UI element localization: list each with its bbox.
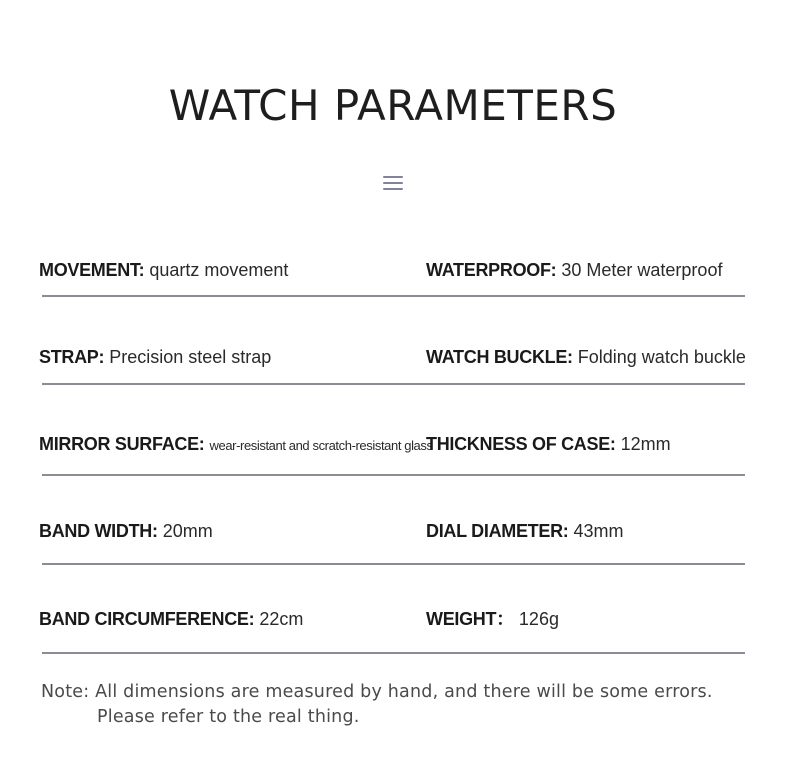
spec-value: Folding watch buckle (577, 347, 746, 367)
menu-icon-bar (383, 176, 403, 178)
spec-row (0, 599, 790, 639)
spec-item-weight (426, 599, 559, 639)
divider (42, 295, 745, 297)
spec-item-waterproof (426, 250, 722, 290)
spec-value: wear-resistant and scratch-resistant glass (209, 438, 433, 453)
spec-label: STRAP: (39, 347, 105, 367)
spec-item-mirror-surface (39, 424, 433, 464)
spec-label: BAND CIRCUMFERENCE: (39, 609, 255, 629)
spec-item-band-width (39, 511, 213, 551)
spec-row (0, 250, 790, 290)
note-line-2: Please refer to the real thing. (97, 707, 360, 727)
spec-value: quartz movement (149, 260, 289, 280)
spec-item-dial-diameter (426, 511, 624, 551)
spec-item-thickness-of-case (426, 424, 671, 464)
spec-value: 20mm (162, 521, 213, 541)
spec-row (0, 424, 790, 464)
spec-label: WEIGHT： (426, 609, 514, 629)
spec-value: 12mm (620, 434, 671, 454)
spec-item-watch-buckle (426, 337, 746, 377)
menu-icon (383, 174, 403, 192)
divider (42, 474, 745, 476)
divider (42, 652, 745, 654)
disclaimer-note (41, 680, 761, 730)
spec-value: 43mm (573, 521, 624, 541)
spec-row (0, 337, 790, 377)
divider (42, 563, 745, 565)
menu-icon-bar (383, 188, 403, 190)
spec-value: 30 Meter waterproof (561, 260, 723, 280)
spec-label: DIAL DIAMETER: (426, 521, 569, 541)
spec-label: WATERPROOF: (426, 260, 557, 280)
spec-label: MIRROR SURFACE: (39, 434, 205, 454)
spec-label: THICKNESS OF CASE: (426, 434, 616, 454)
page-title: WATCH PARAMETERS (168, 81, 618, 130)
spec-item-strap (39, 337, 271, 377)
spec-item-movement (39, 250, 288, 290)
spec-value: Precision steel strap (109, 347, 272, 367)
menu-icon-bar (383, 182, 403, 184)
spec-value: 22cm (259, 609, 304, 629)
divider (42, 383, 745, 385)
spec-label: BAND WIDTH: (39, 521, 158, 541)
spec-item-band-circumference (39, 599, 303, 639)
spec-value: 126g (518, 609, 559, 629)
spec-label: WATCH BUCKLE: (426, 347, 573, 367)
spec-label: MOVEMENT: (39, 260, 145, 280)
note-line-1: Note: All dimensions are measured by hand, and there will be some errors. (41, 682, 713, 702)
spec-row (0, 511, 790, 551)
